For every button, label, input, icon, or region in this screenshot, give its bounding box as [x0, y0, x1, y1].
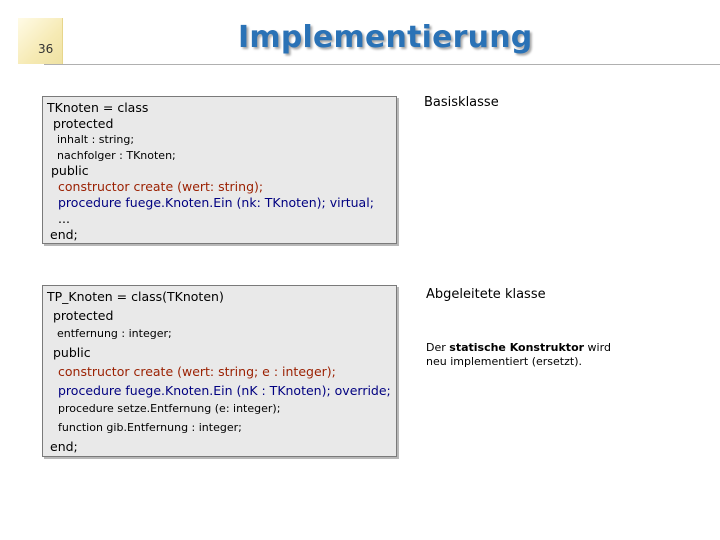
abgeleitet-note	[426, 341, 626, 369]
code-line-ellipsis: ...	[58, 211, 70, 226]
code-line-procedure-override: procedure fuege.Knoten.Ein (nK : TKnoten); override;	[58, 383, 391, 398]
code-line-public: public	[51, 163, 89, 178]
code-line-protected: protected	[53, 308, 114, 323]
code-line-field-inhalt: inhalt : string;	[57, 133, 135, 146]
code-line-constructor: constructor create (wert: string);	[58, 179, 264, 194]
note-prefix: Der	[426, 341, 450, 354]
abgeleitet-code-box	[42, 285, 397, 457]
page-badge	[18, 18, 63, 64]
basisklasse-label: Basisklasse	[424, 95, 499, 110]
code-line-procedure: procedure fuege.Knoten.Ein (nk: TKnoten); virtual;	[58, 195, 374, 210]
note-bold: statische Konstruktor	[449, 341, 585, 354]
code-line-field-entfernung: entfernung : integer;	[57, 327, 172, 340]
header-rule	[44, 64, 720, 65]
code-line-class-decl: TP_Knoten = class(TKnoten)	[47, 289, 224, 304]
code-line-class-decl: TKnoten = class	[47, 100, 149, 115]
page-number: 36	[38, 42, 54, 56]
code-line-public: public	[53, 345, 91, 360]
basisklasse-code-box	[42, 96, 397, 244]
code-line-protected: protected	[53, 116, 114, 131]
code-line-field-nachfolger: nachfolger : TKnoten;	[57, 149, 176, 162]
abgeleitet-label: Abgeleitete klasse	[426, 287, 546, 302]
code-line-function-gib: function gib.Entfernung : integer;	[58, 421, 242, 434]
note-suffix: wird neu implementiert (ersetzt).	[426, 341, 611, 368]
code-line-end: end;	[50, 439, 78, 454]
code-line-constructor: constructor create (wert: string; e : integer);	[58, 364, 336, 379]
code-line-procedure-setze: procedure setze.Entfernung (e: integer);	[58, 402, 281, 415]
code-line-end: end;	[50, 227, 78, 242]
slide-title: Implementierung	[238, 20, 533, 55]
